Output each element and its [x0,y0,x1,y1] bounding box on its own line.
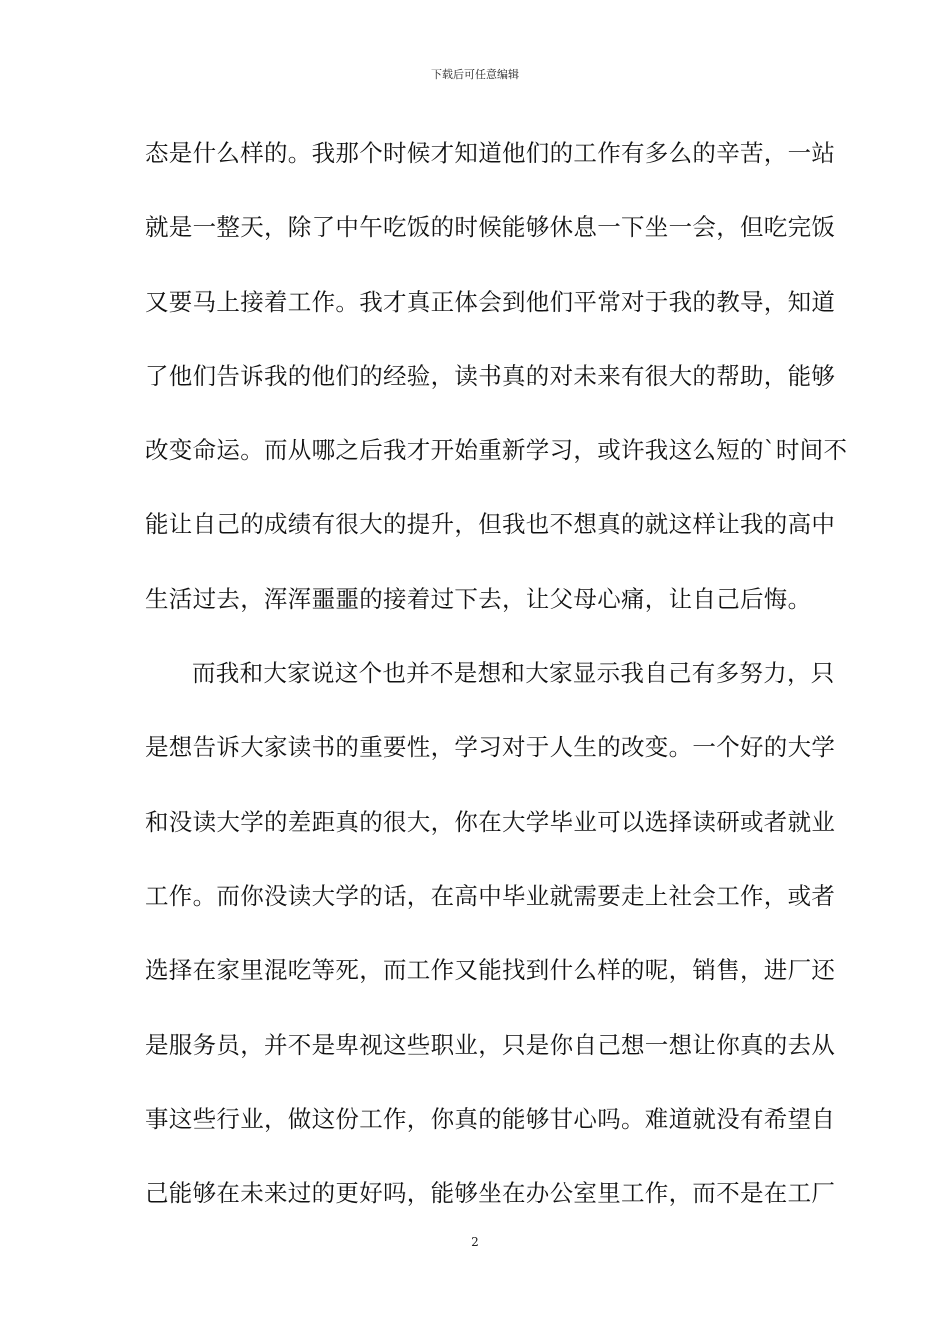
page-header: 下载后可任意编辑 [431,68,519,81]
text-line: 选择在家里混吃等死，而工作又能找到什么样的呢，销售，进厂还 [145,956,836,985]
text-line: 就是一整天，除了中午吃饭的时候能够休息一下坐一会，但吃完饭 [145,213,836,242]
text-line: 又要马上接着工作。我才真正体会到他们平常对于我的教导，知道 [145,287,836,316]
document-body [145,130,848,1244]
text-line: 工作。而你没读大学的话，在高中毕业就需要走上社会工作，或者 [145,881,836,910]
text-line: 改变命运。而从哪之后我才开始重新学习，或许我这么短的`时间不 [145,436,848,465]
text-line: 和没读大学的差距真的很大，你在大学毕业可以选择读研或者就业 [145,807,836,836]
text-line: 能让自己的成绩有很大的提升，但我也不想真的就这样让我的高中 [145,510,836,539]
text-line: 是服务员，并不是卑视这些职业，只是你自己想一想让你真的去从 [145,1030,836,1059]
text-line: 是想告诉大家读书的重要性，学习对于人生的改变。一个好的大学 [145,733,836,762]
page-number: 2 [471,1235,479,1249]
text-line: 己能够在未来过的更好吗，能够坐在办公室里工作，而不是在工厂 [145,1179,836,1208]
paragraph-first-line: 而我和大家说这个也并不是想和大家显示我自己有多努力，只 [192,659,835,688]
text-line: 生活过去，浑浑噩噩的接着过下去，让父母心痛，让自己后悔。 [145,584,812,613]
text-line: 了他们告诉我的他们的经验，读书真的对未来有很大的帮助，能够 [145,361,836,390]
text-line: 态是什么样的。我那个时候才知道他们的工作有多么的辛苦，一站 [145,139,836,167]
text-line: 事这些行业，做这份工作，你真的能够甘心吗。难道就没有希望自 [145,1104,836,1133]
